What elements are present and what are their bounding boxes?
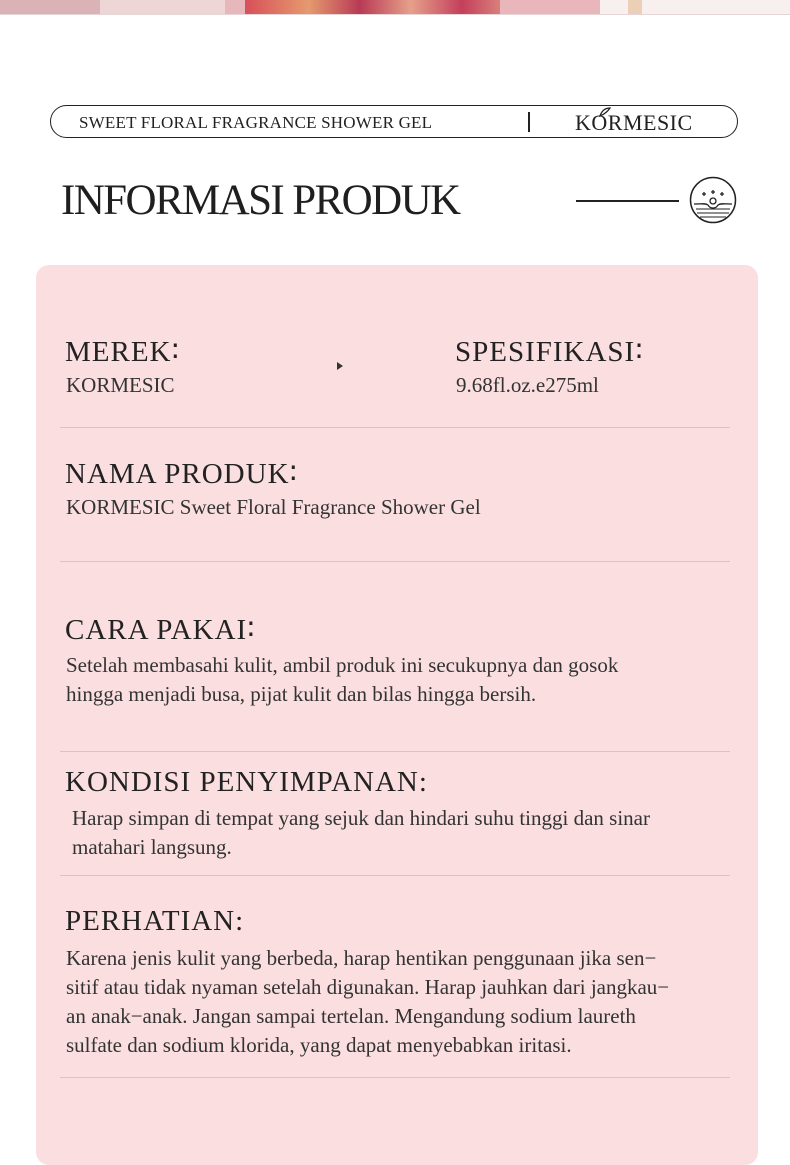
divider xyxy=(60,427,730,428)
play-arrow-icon xyxy=(337,362,343,370)
brand-value: KORMESIC xyxy=(66,373,175,397)
usage-line: Setelah membasahi kulit, ambil produk ini secukupnya dan gosok xyxy=(66,653,619,677)
storage-line: Harap simpan di tempat yang sejuk dan hindari suhu tinggi dan sinar xyxy=(72,806,650,830)
title-rule xyxy=(576,200,679,202)
caution-text xyxy=(66,944,746,1060)
divider xyxy=(60,875,730,876)
brand-label: MEREK∶ xyxy=(65,336,181,368)
caution-line: sulfate dan sodium klorida, yang dapat menyebabkan iritasi. xyxy=(66,1033,572,1057)
divider xyxy=(60,1077,730,1078)
brand-logo xyxy=(575,110,693,136)
spec-value: 9.68fl.oz.e275ml xyxy=(456,373,599,397)
usage-label: CARA PAKAI∶ xyxy=(65,614,256,646)
banner-product-line: SWEET FLORAL FRAGRANCE SHOWER GEL xyxy=(79,113,433,132)
storage-text xyxy=(72,804,726,862)
usage-line: hingga menjadi busa, pijat kulit dan bilas hingga bersih. xyxy=(66,682,537,706)
banner-divider xyxy=(528,112,530,132)
skin-bubbles-icon xyxy=(689,176,737,224)
product-name-value: KORMESIC Sweet Floral Fragrance Shower Gel xyxy=(66,495,481,519)
product-name-label: NAMA PRODUK∶ xyxy=(65,458,299,490)
caution-line: an anak−anak. Jangan sampai tertelan. Mengandung sodium laureth xyxy=(66,1004,636,1028)
product-banner xyxy=(50,105,738,138)
storage-line: matahari langsung. xyxy=(72,835,232,859)
caution-label: PERHATIAN: xyxy=(65,905,245,937)
page-title: INFORMASI PRODUK xyxy=(61,177,460,224)
brand-logo-text: KORMESIC xyxy=(575,110,693,135)
product-photo-strip xyxy=(0,0,790,15)
divider xyxy=(60,751,730,752)
spec-label: SPESIFIKASI∶ xyxy=(455,336,644,368)
caution-line: Karena jenis kulit yang berbeda, harap hentikan penggunaan jika sen− xyxy=(66,946,657,970)
divider xyxy=(60,561,730,562)
logo-leaf-icon xyxy=(598,107,612,117)
caution-line: sitif atau tidak nyaman setelah digunakan. Harap jauhkan dari jangkau− xyxy=(66,975,670,999)
usage-text xyxy=(66,651,726,709)
storage-label: KONDISI PENYIMPANAN: xyxy=(65,766,428,798)
